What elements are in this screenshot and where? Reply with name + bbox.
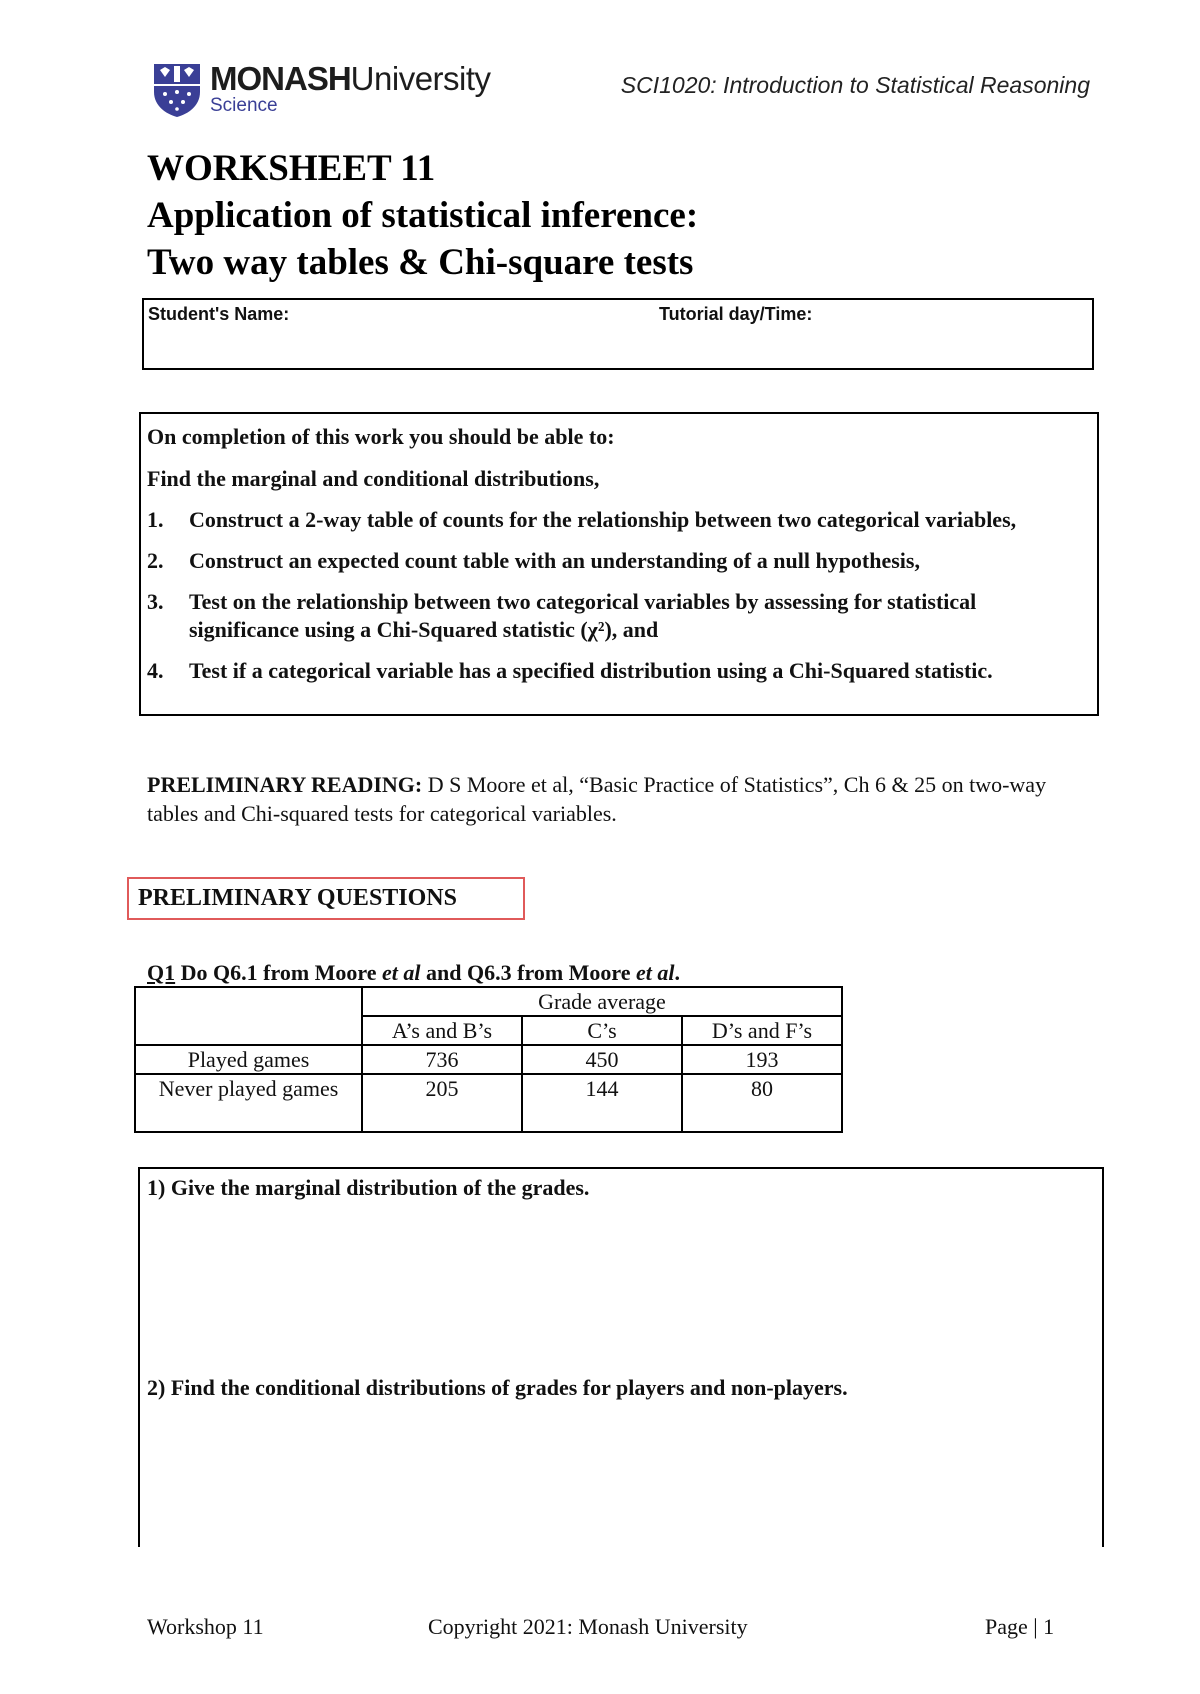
preliminary-questions-heading: PRELIMINARY QUESTIONS xyxy=(127,877,525,920)
title-line-2: Application of statistical inference: xyxy=(147,195,699,236)
course-title: SCI1020: Introduction to Statistical Reasoning xyxy=(620,72,1090,98)
objectives-intro: On completion of this work you should be able to: xyxy=(147,424,615,449)
tutorial-time-label: Tutorial day/Time: xyxy=(659,304,813,324)
table-cell: 450 xyxy=(522,1045,682,1074)
list-item: 3. Test on the relationship between two categorical variables by assessing for statistical significance using a Chi-Squared statistic (χ²), and xyxy=(147,589,977,642)
question-number: Q1 xyxy=(147,960,176,985)
monash-crest-icon xyxy=(152,62,202,118)
preliminary-reading xyxy=(147,770,1067,828)
list-item: 1. Construct a 2-way table of counts for the relationship between two categorical variables, xyxy=(147,507,1017,532)
question-part-1: 1) Give the marginal distribution of the grades. xyxy=(147,1175,590,1200)
column-header: D’s and F’s xyxy=(682,1016,842,1045)
table-row xyxy=(135,987,842,1016)
objectives-intro-2: Find the marginal and conditional distributions, xyxy=(147,466,600,491)
table-row xyxy=(135,1045,842,1074)
student-info-box[interactable] xyxy=(142,298,1094,370)
reading-lead: PRELIMINARY READING: xyxy=(147,772,423,797)
question-1: Q1 Do Q6.1 from Moore et al and Q6.3 from Moore et al. xyxy=(147,960,681,985)
monash-logo xyxy=(152,60,512,118)
table-cell: 80 xyxy=(682,1074,842,1132)
table-cell: 205 xyxy=(362,1074,522,1132)
title-line-1: WORKSHEET 11 xyxy=(147,148,436,189)
table-row xyxy=(135,1074,842,1132)
table-group-header: Grade average xyxy=(362,987,842,1016)
column-header: C’s xyxy=(522,1016,682,1045)
table-cell: 736 xyxy=(362,1045,522,1074)
grade-table xyxy=(134,986,843,1133)
table-cell: 144 xyxy=(522,1074,682,1132)
footer-copyright: Copyright 2021: Monash University xyxy=(428,1614,748,1639)
worksheet-title xyxy=(147,145,698,286)
learning-objectives-box xyxy=(139,412,1099,716)
logo-faculty: Science xyxy=(210,95,278,116)
reading-text: D S Moore et al, “Basic Practice of Statistics”, Ch 6 & 25 on two-way tables and Chi-squared tests for categorical variables. xyxy=(147,772,1047,826)
footer-left: Workshop 11 xyxy=(147,1614,264,1639)
table-cell: 193 xyxy=(682,1045,842,1074)
title-line-3: Two way tables & Chi-square tests xyxy=(147,242,694,283)
student-name-label: Student's Name: xyxy=(148,304,290,324)
list-item: 2. Construct an expected count table with an understanding of a null hypothesis, xyxy=(147,548,920,573)
footer-page-number: Page | 1 xyxy=(985,1614,1055,1639)
objectives-list xyxy=(147,506,1087,698)
answer-box[interactable] xyxy=(138,1167,1104,1547)
row-header: Played games xyxy=(135,1045,362,1074)
row-header: Never played games xyxy=(135,1074,362,1132)
logo-wordmark: MONASHUniversity xyxy=(210,60,491,97)
table-corner-cell xyxy=(135,987,362,1045)
column-header: A’s and B’s xyxy=(362,1016,522,1045)
list-item: 4. Test if a categorical variable has a specified distribution using a Chi-Squared statistic. xyxy=(147,658,993,683)
question-part-2: 2) Find the conditional distributions of grades for players and non-players. xyxy=(147,1375,848,1400)
